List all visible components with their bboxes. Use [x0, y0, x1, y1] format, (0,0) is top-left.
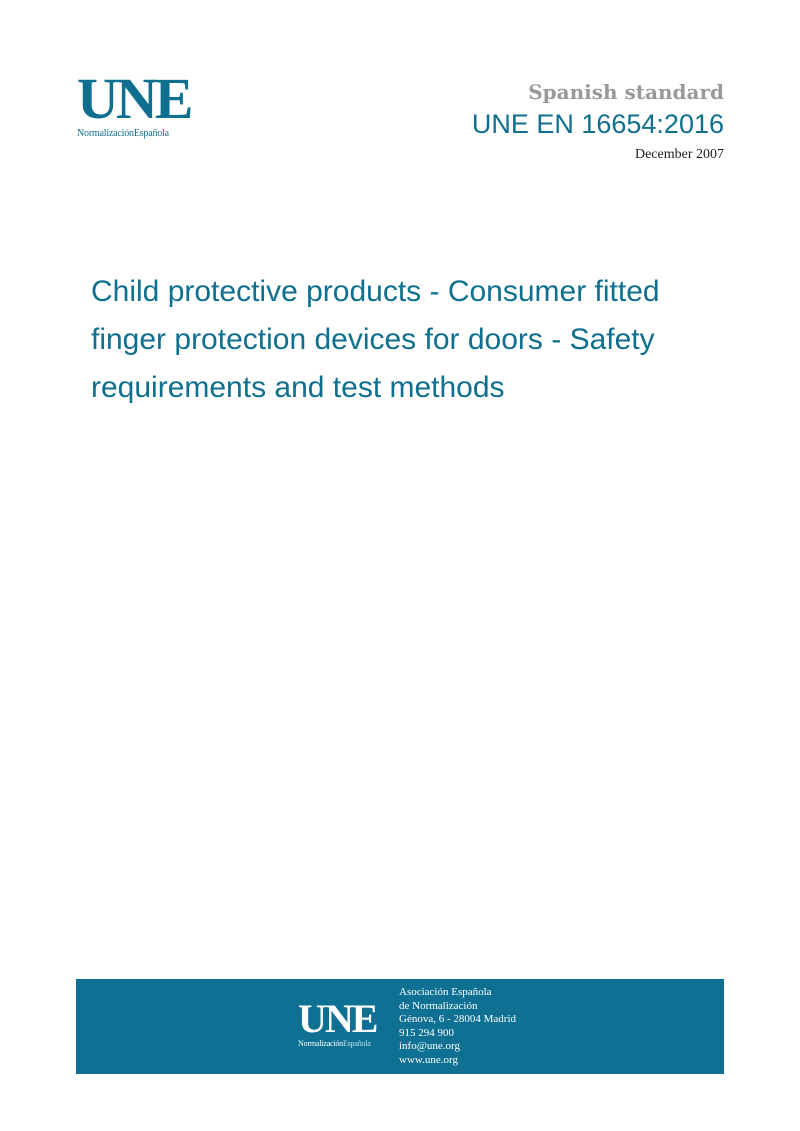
address-line: Génova, 6 - 28004 Madrid: [399, 1013, 517, 1026]
standard-code: UNE EN 16654:2016: [471, 109, 724, 139]
une-logo: [77, 66, 197, 139]
logo-tagline-second: Española: [133, 128, 169, 139]
address-email-link[interactable]: info@une.org: [399, 1040, 460, 1053]
standard-type: Spanish standard: [528, 80, 724, 104]
standard-date: December 2007: [634, 147, 724, 162]
footer-une-logo: [298, 996, 388, 1048]
footer-tagline-second: Española: [342, 1039, 371, 1048]
address-phone: 915 294 900: [399, 1026, 454, 1039]
footer-address: [399, 986, 516, 1068]
footer-bar: [76, 979, 724, 1074]
document-title: Child protective products - Consumer fitted finger protection devices for doors - Safety requirements and test methods: [91, 275, 660, 404]
une-logo-mark: UNE: [77, 66, 191, 131]
logo-tagline-first: Normalización: [77, 128, 134, 139]
footer-tagline-first: Normalización: [298, 1039, 343, 1048]
address-line: Asociación Española: [399, 986, 492, 998]
address-website-link[interactable]: www.une.org: [399, 1053, 458, 1066]
footer-logo-mark: UNE: [298, 996, 377, 1041]
address-line: de Normalización: [399, 999, 478, 1012]
standard-header: [472, 80, 724, 164]
